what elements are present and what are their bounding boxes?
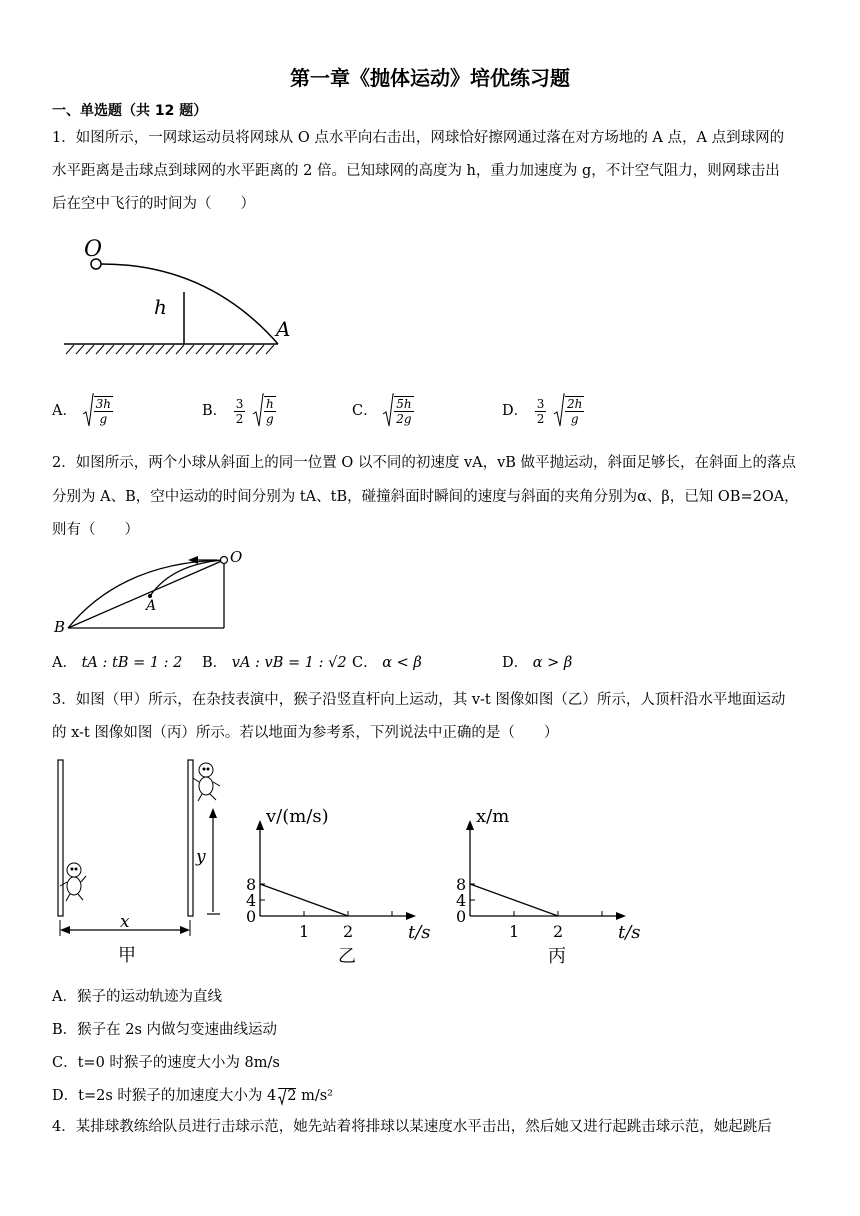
- q3-line-1: 3．如图（甲）所示，在杂技表演中，猴子沿竖直杆向上运动，其 v-t 图像如图（乙）所示，人顶杆沿水平地面运动: [52, 692, 786, 708]
- x-axis-label: t/s: [618, 922, 641, 943]
- caption-jia: 甲: [118, 945, 136, 966]
- q2-option-d[interactable]: [502, 651, 572, 672]
- x-tick-label: 2: [343, 922, 354, 941]
- option-letter: D．: [52, 1088, 79, 1104]
- option-letter: B．: [52, 1022, 78, 1038]
- label-o: O: [230, 548, 243, 566]
- sqrt-expression: 2: [278, 1088, 296, 1104]
- q1-option-c[interactable]: [352, 392, 416, 430]
- numerator: 2h: [567, 397, 583, 411]
- option-letter: C．: [52, 1055, 78, 1071]
- x-tick-label: 2: [553, 922, 564, 941]
- coefficient: $\frac{3}{2}$: [536, 396, 545, 426]
- sqrt-expression: [553, 392, 586, 430]
- y-tick-label: 8: [456, 875, 467, 894]
- label-o: O: [84, 237, 103, 262]
- q3-option-d[interactable]: [52, 1084, 333, 1105]
- q3-option-a[interactable]: [52, 985, 222, 1006]
- option-text: 猴子的运动轨迹为直线: [76, 989, 222, 1005]
- chart-yi: [236, 800, 436, 972]
- label-a: A: [146, 598, 157, 614]
- chart-caption: 乙: [338, 946, 356, 967]
- q1-line-3: 后在空中飞行的时间为（ ）: [52, 196, 255, 212]
- q1-line-1: 1．如图所示，一网球运动员将网球从 O 点水平向右击出，网球恰好擦网通过落在对方场地的 A 点，A 点到球网的: [52, 130, 785, 146]
- option-letter: B．: [202, 403, 228, 419]
- option-letter: B．: [202, 655, 228, 671]
- q3-fig-jia: [50, 756, 240, 970]
- option-letter: A．: [52, 403, 77, 419]
- option-letter: A．: [52, 655, 77, 671]
- q1-option-a[interactable]: [52, 392, 115, 430]
- numerator: 5h: [396, 397, 412, 411]
- section-heading: 一、单选题（共 12 题）: [52, 103, 208, 119]
- point-o-icon: [221, 557, 228, 564]
- option-letter: C．: [352, 403, 378, 419]
- denominator: g: [570, 412, 579, 426]
- q2-option-a[interactable]: [52, 651, 182, 672]
- option-text: tA : tB = 1 : 2: [81, 655, 183, 671]
- option-text: α < β: [382, 655, 422, 671]
- option-letter: C．: [352, 655, 378, 671]
- page-title: 第一章《抛体运动》培优练习题: [290, 66, 570, 90]
- q2-option-c[interactable]: [352, 651, 422, 672]
- label-b: B: [54, 618, 66, 636]
- y-tick-label: 8: [246, 875, 257, 894]
- label-y: y: [196, 847, 206, 867]
- option-text-unit: m/s²: [296, 1088, 333, 1104]
- chart-caption: 丙: [548, 946, 566, 967]
- q1-line-2: 水平距离是击球点到球网的水平距离的 2 倍。已知球网的高度为 h，重力加速度为 g，不计空气阻力，则网球击出: [52, 163, 780, 179]
- denominator: g: [266, 412, 274, 426]
- label-x: x: [120, 912, 130, 932]
- q4-line-1: 4．某排球教练给队员进行击球示范，她先站着将排球以某速度水平击出，然后她又进行起跳击球示范，她起跳后: [52, 1119, 772, 1135]
- y-axis-arrow: [256, 820, 264, 830]
- option-text: vA : vB = 1 : √2: [231, 655, 347, 671]
- q2-option-b[interactable]: [202, 651, 347, 672]
- denominator: 2g: [396, 412, 412, 426]
- y-axis-label: x/m: [476, 806, 510, 827]
- q2-incline-figure: [52, 546, 262, 638]
- q3-option-c[interactable]: [52, 1051, 280, 1072]
- numerator: 3h: [95, 397, 111, 411]
- y-tick-label: 4: [246, 891, 257, 910]
- q1-option-b[interactable]: [202, 392, 278, 430]
- x-tick-label: 1: [509, 922, 520, 941]
- option-text: t=2s 时猴子的加速度大小为 4: [78, 1088, 277, 1104]
- q3-line-2: 的 x-t 图像如图（丙）所示。若以地面为参考系，下列说法中正确的是（ ）: [52, 725, 559, 741]
- x-tick-label: 1: [299, 922, 310, 941]
- y-tick-label: 4: [456, 891, 467, 910]
- x-axis-label: t/s: [408, 922, 431, 943]
- y-tick-label: 0: [456, 907, 467, 926]
- q1-option-d[interactable]: [502, 392, 586, 430]
- q2-line-1: 2．如图所示，两个小球从斜面上的同一位置 O 以不同的初速度 vA，vB 做平抛运动，斜面足够长，在斜面上的落点: [52, 455, 797, 471]
- q1-tennis-figure: [56, 232, 316, 362]
- sqrt-expression: [382, 392, 415, 430]
- option-letter: D．: [502, 655, 529, 671]
- x-axis-arrow: [406, 912, 416, 920]
- label-h: h: [154, 295, 167, 319]
- y-tick-label: 0: [246, 907, 257, 926]
- option-letter: D．: [502, 403, 529, 419]
- option-text: α > β: [532, 655, 573, 671]
- option-letter: A．: [52, 989, 77, 1005]
- y-axis-arrow: [466, 820, 474, 830]
- q2-line-3: 则有（ ）: [52, 522, 139, 538]
- chart-bing: [446, 800, 646, 972]
- q3-option-b[interactable]: [52, 1018, 277, 1039]
- label-a: A: [276, 317, 291, 341]
- sqrt-expression: [252, 392, 278, 430]
- sqrt-expression: [82, 392, 115, 430]
- monkey-icon: [193, 763, 220, 801]
- denominator: g: [99, 412, 108, 426]
- numerator: h: [266, 397, 274, 411]
- option-text: t=0 时猴子的速度大小为 8m/s: [77, 1055, 280, 1071]
- x-axis-arrow: [616, 912, 626, 920]
- coefficient: $\frac{3}{2}$: [235, 396, 244, 426]
- option-text: 猴子在 2s 内做匀变速曲线运动: [77, 1022, 278, 1038]
- monkey-icon: [60, 863, 86, 901]
- y-axis-label: v/(m/s): [266, 806, 329, 827]
- q2-line-2: 分别为 A、B，空中运动的时间分别为 tA、tB，碰撞斜面时瞬间的速度与斜面的夹角分别为α、β，已知 OB=2OA，: [52, 489, 799, 505]
